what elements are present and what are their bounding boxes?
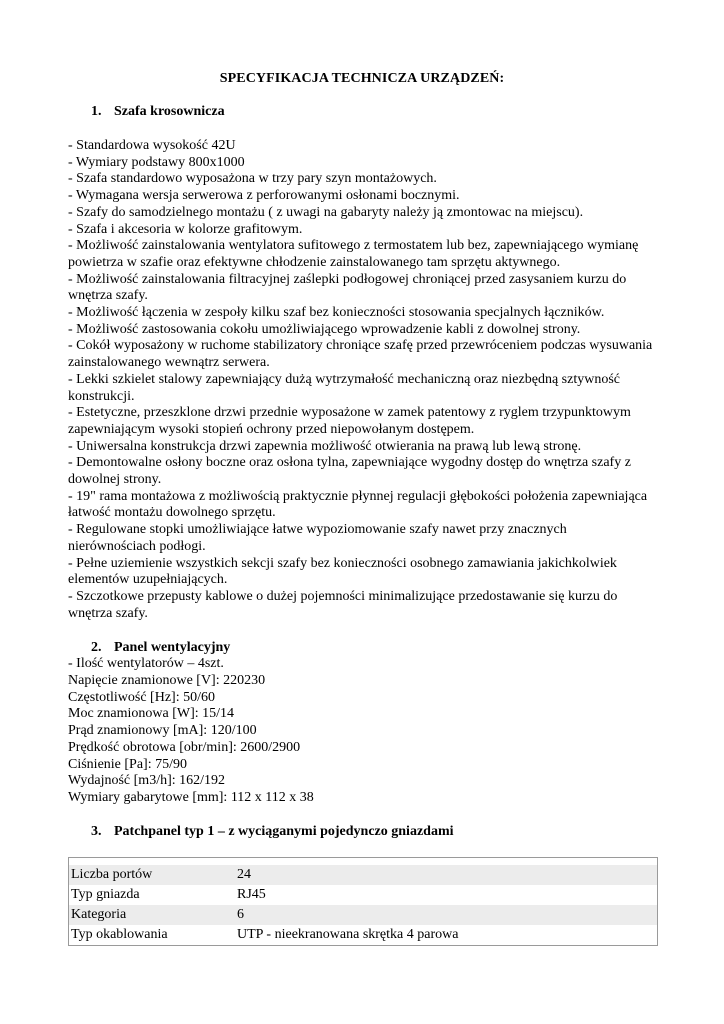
row-key: Kategoria xyxy=(71,907,127,922)
section-number: 2. xyxy=(91,640,102,655)
section-title: Patchpanel typ 1 – z wyciąganymi pojedynczo gniazdami xyxy=(114,824,454,839)
list-item: - 19" rama montażowa z możliwością praktycznie płynnej regulacji głębokości położenia zapewniająca łatwość montażu dowolnego sprzętu. xyxy=(68,488,648,521)
param-line: Ciśnienie [Pa]: 75/90 xyxy=(68,756,187,772)
list-item: - Estetyczne, przeszklone drzwi przednie wyposażone w zamek patentowy z ryglem trzypunktowym zapewniającym wysoki stopień ochrony przed niepowołanym dostępem. xyxy=(68,405,631,437)
table-row xyxy=(68,865,658,885)
row-value: 6 xyxy=(237,907,244,922)
list-item: - Regulowane stopki umożliwiające łatwe wypoziomowanie szafy nawet przy znacznych nierównościach podłogi. xyxy=(68,522,567,554)
list-item: - Wymiary podstawy 800x1000 xyxy=(68,154,245,170)
list-item: - Standardowa wysokość 42U xyxy=(68,138,236,153)
row-key: Typ okablowania xyxy=(71,927,168,942)
list-item: - Szafy do samodzielnego montażu ( z uwagi na gabaryty należy ją zmontowac na miejscu). xyxy=(68,204,584,220)
section-heading-patchpanel xyxy=(91,824,454,840)
section-heading-fan-panel xyxy=(91,640,230,656)
section-number: 1. xyxy=(91,104,102,119)
list-item: - Możliwość łączenia w zespoły kilku szaf bez konieczności stosowania specjalnych łączników. xyxy=(68,305,605,321)
param-line: Częstotliwość [Hz]: 50/60 xyxy=(68,689,215,705)
row-key: Liczba portów xyxy=(71,867,153,882)
list-item: - Ilość wentylatorów – 4szt. xyxy=(68,656,224,671)
list-item: - Szafa standardowo wyposażona w trzy pary szyn montażowych. xyxy=(68,171,437,187)
list-item: - Cokół wyposażony w ruchome stabilizatory chroniące szafę przed przewróceniem podczas wysuwania zainstalowanego wewnątrz serwera. xyxy=(68,338,653,371)
document-title: SPECYFIKACJA TECHNICZA URZĄDZEŃ: xyxy=(219,71,505,86)
row-key: Typ gniazda xyxy=(71,887,140,902)
param-line: Prąd znamionowy [mA]: 120/100 xyxy=(68,723,257,739)
row-value: 24 xyxy=(237,867,251,882)
param-line: Prędkość obrotowa [obr/min]: 2600/2900 xyxy=(68,739,301,755)
table-row xyxy=(68,885,658,905)
row-value: UTP - nieekranowana skrętka 4 parowa xyxy=(237,927,459,942)
row-value: RJ45 xyxy=(237,887,266,902)
fan-panel-summary xyxy=(68,656,658,673)
section-title: Szafa krosownicza xyxy=(114,104,225,119)
fan-panel-params xyxy=(68,673,658,807)
cabinet-spec-list xyxy=(68,138,658,622)
list-item: - Szafa i akcesoria w kolorze grafitowym. xyxy=(68,221,303,237)
list-item: - Wymagana wersja serwerowa z perforowanymi osłonami bocznymi. xyxy=(68,188,460,204)
list-item: - Szczotkowe przepusty kablowe o dużej pojemności minimalizujące przedostawanie się kurzu do wnętrza szafy. xyxy=(68,588,618,621)
table-row xyxy=(68,905,658,925)
list-item: - Uniwersalna konstrukcja drzwi zapewnia możliwość otwierania na prawą lub lewą stronę. xyxy=(68,438,582,454)
list-item: - Pełne uziemienie wszystkich sekcji szafy bez konieczności osobnego zamawiania jakichkolwiek elementów uzupełniających. xyxy=(68,555,617,588)
param-line: Moc znamionowa [W]: 15/14 xyxy=(68,706,235,722)
list-item: - Możliwość zainstalowania wentylatora sufitowego z termostatem lub bez, zapewniającego wymianę powietrza w szafie oraz efektywne chłodzenie zainstalowanego tam sprzętu aktywnego. xyxy=(68,238,639,270)
param-line: Napięcie znamionowe [V]: 220230 xyxy=(68,673,266,688)
patchpanel-spec-table xyxy=(68,857,658,946)
list-item: - Demontowalne osłony boczne oraz osłona tylna, zapewniające wygodny dostęp do wnętrza szafy z dowolnej strony. xyxy=(68,455,631,488)
section-title: Panel wentylacyjny xyxy=(114,640,231,655)
param-line: Wymiary gabarytowe [mm]: 112 x 112 x 38 xyxy=(68,789,314,805)
list-item: - Możliwość zastosowania cokołu umożliwiającego wprowadzenie kabli z dowolnej strony. xyxy=(68,321,581,337)
list-item: - Lekki szkielet stalowy zapewniający dużą wytrzymałość mechaniczną oraz niezbędną sztywność konstrukcji. xyxy=(68,371,620,404)
table-row xyxy=(68,925,658,945)
list-item: - Możliwość zainstalowania filtracyjnej zaślepki podłogowej chroniącej przed zasysaniem kurzu do wnętrza szafy. xyxy=(68,271,627,304)
section-number: 3. xyxy=(91,824,102,839)
table-top-spacer xyxy=(68,858,658,865)
param-line: Wydajność [m3/h]: 162/192 xyxy=(68,773,226,789)
section-heading-cabinet xyxy=(91,104,225,120)
